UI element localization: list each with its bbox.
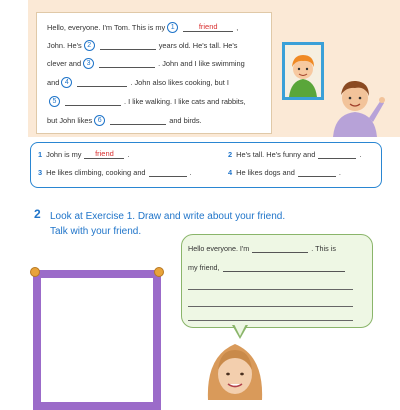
- speech-line-2: [188, 263, 348, 272]
- instruction-line-2: Talk with your friend.: [50, 226, 142, 237]
- line-text: . I like walking. I like cats and rabbits,: [124, 97, 246, 106]
- blank-4[interactable]: [77, 78, 127, 87]
- summary-number: 2: [228, 150, 233, 159]
- summary-blank-4[interactable]: [298, 168, 336, 177]
- summary-text: He likes dogs and: [236, 168, 295, 177]
- writing-line[interactable]: [188, 320, 353, 321]
- line-text: . John and I like swimming: [158, 59, 245, 68]
- blank-number: 4: [61, 77, 72, 88]
- summary-text: John is my: [46, 150, 82, 159]
- line-text: ,: [236, 23, 239, 32]
- line-text: and: [47, 78, 60, 87]
- girl-character-icon: [200, 336, 270, 400]
- text-line-3: [47, 58, 245, 69]
- speech-blank-friend[interactable]: [223, 263, 345, 272]
- summary-item-1: [38, 150, 130, 159]
- writing-line[interactable]: [188, 289, 353, 290]
- blank-5[interactable]: [65, 97, 121, 106]
- text-line-2: [47, 40, 238, 51]
- summary-blank-2[interactable]: [318, 150, 356, 159]
- summary-number: 4: [228, 168, 233, 177]
- exercise-2-number: 2: [34, 207, 41, 221]
- instruction-line-1: Look at Exercise 1. Draw and write about your friend.: [50, 211, 286, 222]
- speech-bubble-tail-fill: [234, 324, 246, 336]
- text-line-4: [47, 77, 229, 88]
- boy-character-icon: [325, 70, 385, 137]
- summary-text: He likes climbing, cooking and: [46, 168, 146, 177]
- speech-text: Hello everyone. I'm: [188, 244, 250, 253]
- portrait-frame: [282, 42, 324, 100]
- blank-1[interactable]: [183, 23, 233, 32]
- blank-number: 6: [94, 115, 105, 126]
- speech-text: . This is: [311, 244, 336, 253]
- summary-text: .: [338, 168, 341, 177]
- blank-number: 1: [167, 22, 178, 33]
- answer-text: friend: [95, 149, 114, 158]
- drawing-frame[interactable]: [33, 270, 161, 410]
- speech-line-1: [188, 244, 336, 253]
- summary-text: .: [189, 168, 192, 177]
- summary-text: He's tall. He's funny and: [236, 150, 316, 159]
- blank-number: 3: [83, 58, 94, 69]
- line-text: but John likes: [47, 116, 93, 125]
- text-line-5: [47, 96, 246, 107]
- blank-6[interactable]: [110, 116, 166, 125]
- answer-text: friend: [198, 22, 218, 31]
- summary-text: .: [359, 150, 362, 159]
- line-text: Hello, everyone. I'm Tom. This is my: [47, 23, 166, 32]
- summary-number: 3: [38, 168, 43, 177]
- frame-corner-knob: [154, 267, 164, 277]
- summary-number: 1: [38, 150, 43, 159]
- text-line-6: [47, 115, 202, 126]
- writing-line[interactable]: [188, 306, 353, 307]
- summary-text: .: [127, 150, 130, 159]
- boy-portrait-icon: [285, 45, 321, 97]
- line-text: and birds.: [169, 116, 202, 125]
- speech-text: my friend,: [188, 263, 220, 272]
- summary-item-2: [228, 150, 361, 159]
- line-text: John. He's: [47, 41, 82, 50]
- blank-3[interactable]: [99, 59, 155, 68]
- summary-item-4: [228, 168, 341, 177]
- summary-box: [30, 142, 382, 188]
- blank-2[interactable]: [100, 41, 156, 50]
- summary-item-3: [38, 168, 192, 177]
- line-text: years old. He's tall. He's: [158, 41, 238, 50]
- summary-blank-1[interactable]: [84, 150, 124, 159]
- blank-number: 2: [84, 40, 95, 51]
- text-line-1: [47, 22, 238, 33]
- line-text: clever and: [47, 59, 82, 68]
- blank-number: 5: [49, 96, 60, 107]
- summary-blank-3[interactable]: [149, 168, 187, 177]
- line-text: . John also likes cooking, but I: [130, 78, 229, 87]
- frame-corner-knob: [30, 267, 40, 277]
- speech-blank-name[interactable]: [252, 244, 308, 253]
